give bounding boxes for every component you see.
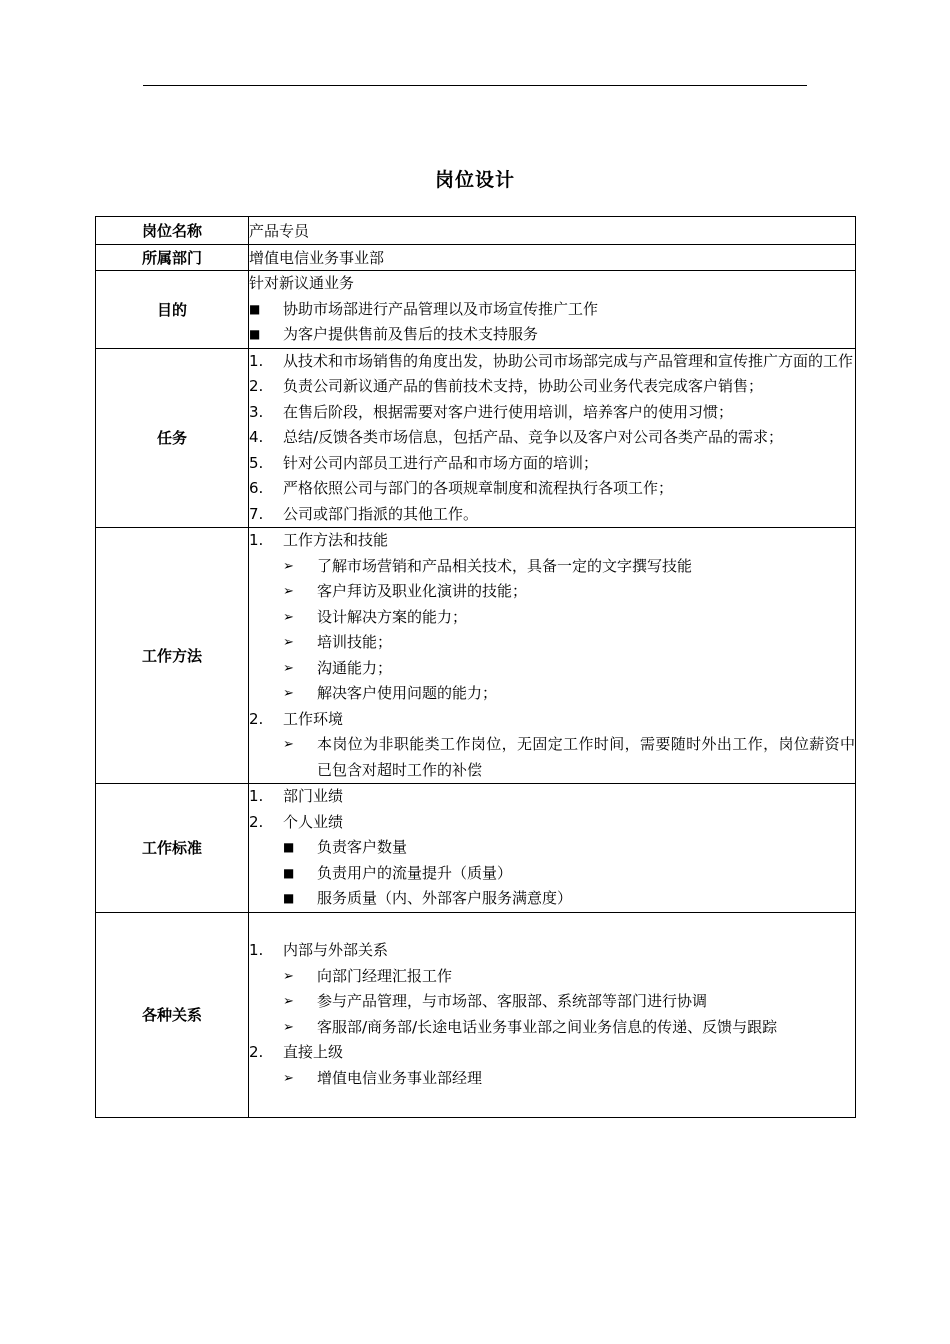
square-bullet-icon: ■: [283, 865, 295, 880]
square-bullet-icon: ■: [283, 840, 295, 854]
list-item: ➢ 本岗位为非职能类工作岗位，无固定工作时间，需要随时外出工作，岗位薪资中已包含对超时工作的补偿: [283, 732, 855, 783]
list-item: ➢ 增值电信业务事业部经理: [283, 1066, 855, 1092]
arrow-bullet-icon: ➢: [283, 1019, 294, 1035]
arrow-bullet-icon: ➢: [283, 609, 294, 625]
row-work-standards: [96, 784, 856, 913]
list-item: ➢ 客服部/商务部/长途电话业务事业部之间业务信息的传递、反馈与跟踪: [283, 1015, 855, 1041]
row-relations: [96, 912, 856, 1117]
arrow-bullet-icon: ➢: [283, 737, 294, 752]
square-bullet-icon: ■: [249, 327, 261, 341]
list-item: ➢ 了解市场营销和产品相关技术，具备一定的文字撰写技能: [283, 554, 855, 580]
arrow-bullet-icon: ➢: [283, 660, 294, 676]
list-item: ■ 负责用户的流量提升（质量）: [283, 861, 855, 887]
list-item: ■ 负责客户数量: [283, 835, 855, 861]
list-item: ➢ 解决客户使用问题的能力；: [283, 681, 855, 707]
list-item: ■ 协助市场部进行产品管理以及市场宣传推广工作: [249, 297, 855, 323]
list-item: ➢ 向部门经理汇报工作: [283, 964, 855, 990]
label-work-standards: 工作标准: [96, 784, 249, 913]
label-department: 所属部门: [96, 245, 249, 271]
list-item: 7. 公司或部门指派的其他工作。: [249, 504, 479, 523]
arrow-bullet-icon: ➢: [283, 558, 294, 574]
list-item: 3. 在售后阶段，根据需要对客户进行使用培训，培养客户的使用习惯；: [249, 402, 734, 421]
section-heading: 2. 个人业绩: [249, 812, 344, 831]
label-relations: 各种关系: [96, 912, 249, 1117]
list-item: ➢ 培训技能；: [283, 630, 855, 656]
row-tasks: [96, 348, 856, 528]
label-purpose: 目的: [96, 271, 249, 349]
arrow-bullet-icon: ➢: [283, 968, 294, 984]
document-title: 岗位设计: [434, 169, 515, 191]
label-work-methods: 工作方法: [96, 528, 249, 784]
label-position-name: 岗位名称: [96, 217, 249, 245]
row-work-methods: [96, 528, 856, 784]
square-bullet-icon: ■: [283, 891, 295, 905]
purpose-intro: 针对新议通业务: [249, 274, 355, 292]
row-purpose: [96, 271, 856, 349]
spacer: [249, 1091, 855, 1117]
row-position-name: [96, 217, 856, 245]
job-design-table: [95, 216, 856, 1118]
value-work-standards: [249, 784, 856, 913]
value-position-name: 产品专员: [249, 217, 856, 245]
list-item: ➢ 设计解决方案的能力；: [283, 605, 855, 631]
list-item: 1. 从技术和市场销售的角度出发，协助公司市场部完成与产品管理和宣传推广方面的工作: [249, 351, 854, 370]
list-item: ➢ 客户拜访及职业化演讲的技能；: [283, 579, 855, 605]
row-department: [96, 245, 856, 271]
list-item: ➢ 沟通能力；: [283, 656, 855, 682]
value-work-methods: [249, 528, 856, 784]
square-bullet-icon: ■: [249, 301, 261, 316]
list-item: ➢ 参与产品管理，与市场部、客服部、系统部等部门进行协调: [283, 989, 855, 1015]
section-heading: 2. 工作环境: [249, 709, 344, 728]
value-department: 增值电信业务事业部: [249, 245, 856, 271]
value-relations: [249, 912, 856, 1117]
arrow-bullet-icon: ➢: [283, 584, 294, 599]
section-heading: 2. 直接上级: [249, 1043, 344, 1061]
list-item: 5. 针对公司内部员工进行产品和市场方面的培训；: [249, 453, 599, 472]
list-item: ■ 服务质量（内、外部客户服务满意度）: [283, 886, 855, 912]
arrow-bullet-icon: ➢: [283, 994, 294, 1009]
list-item: ■ 为客户提供售前及售后的技术支持服务: [249, 322, 855, 348]
label-tasks: 任务: [96, 348, 249, 528]
list-item: 4. 总结/反馈各类市场信息，包括产品、竞争以及客户对公司各类产品的需求；: [249, 428, 784, 446]
list-item: 6. 严格依照公司与部门的各项规章制度和流程执行各项工作；: [249, 479, 674, 497]
list-item: 2. 负责公司新议通产品的售前技术支持，协助公司业务代表完成客户销售；: [249, 377, 764, 395]
section-heading: 1. 内部与外部关系: [249, 941, 389, 959]
section-heading: 1. 部门业绩: [249, 787, 344, 805]
spacer: [249, 913, 855, 939]
arrow-bullet-icon: ➢: [283, 1070, 294, 1086]
value-purpose: [249, 271, 856, 349]
arrow-bullet-icon: ➢: [283, 635, 294, 650]
arrow-bullet-icon: ➢: [283, 686, 294, 701]
section-heading: 1. 工作方法和技能: [249, 531, 389, 549]
value-tasks: [249, 348, 856, 528]
header-rule: [143, 85, 807, 86]
